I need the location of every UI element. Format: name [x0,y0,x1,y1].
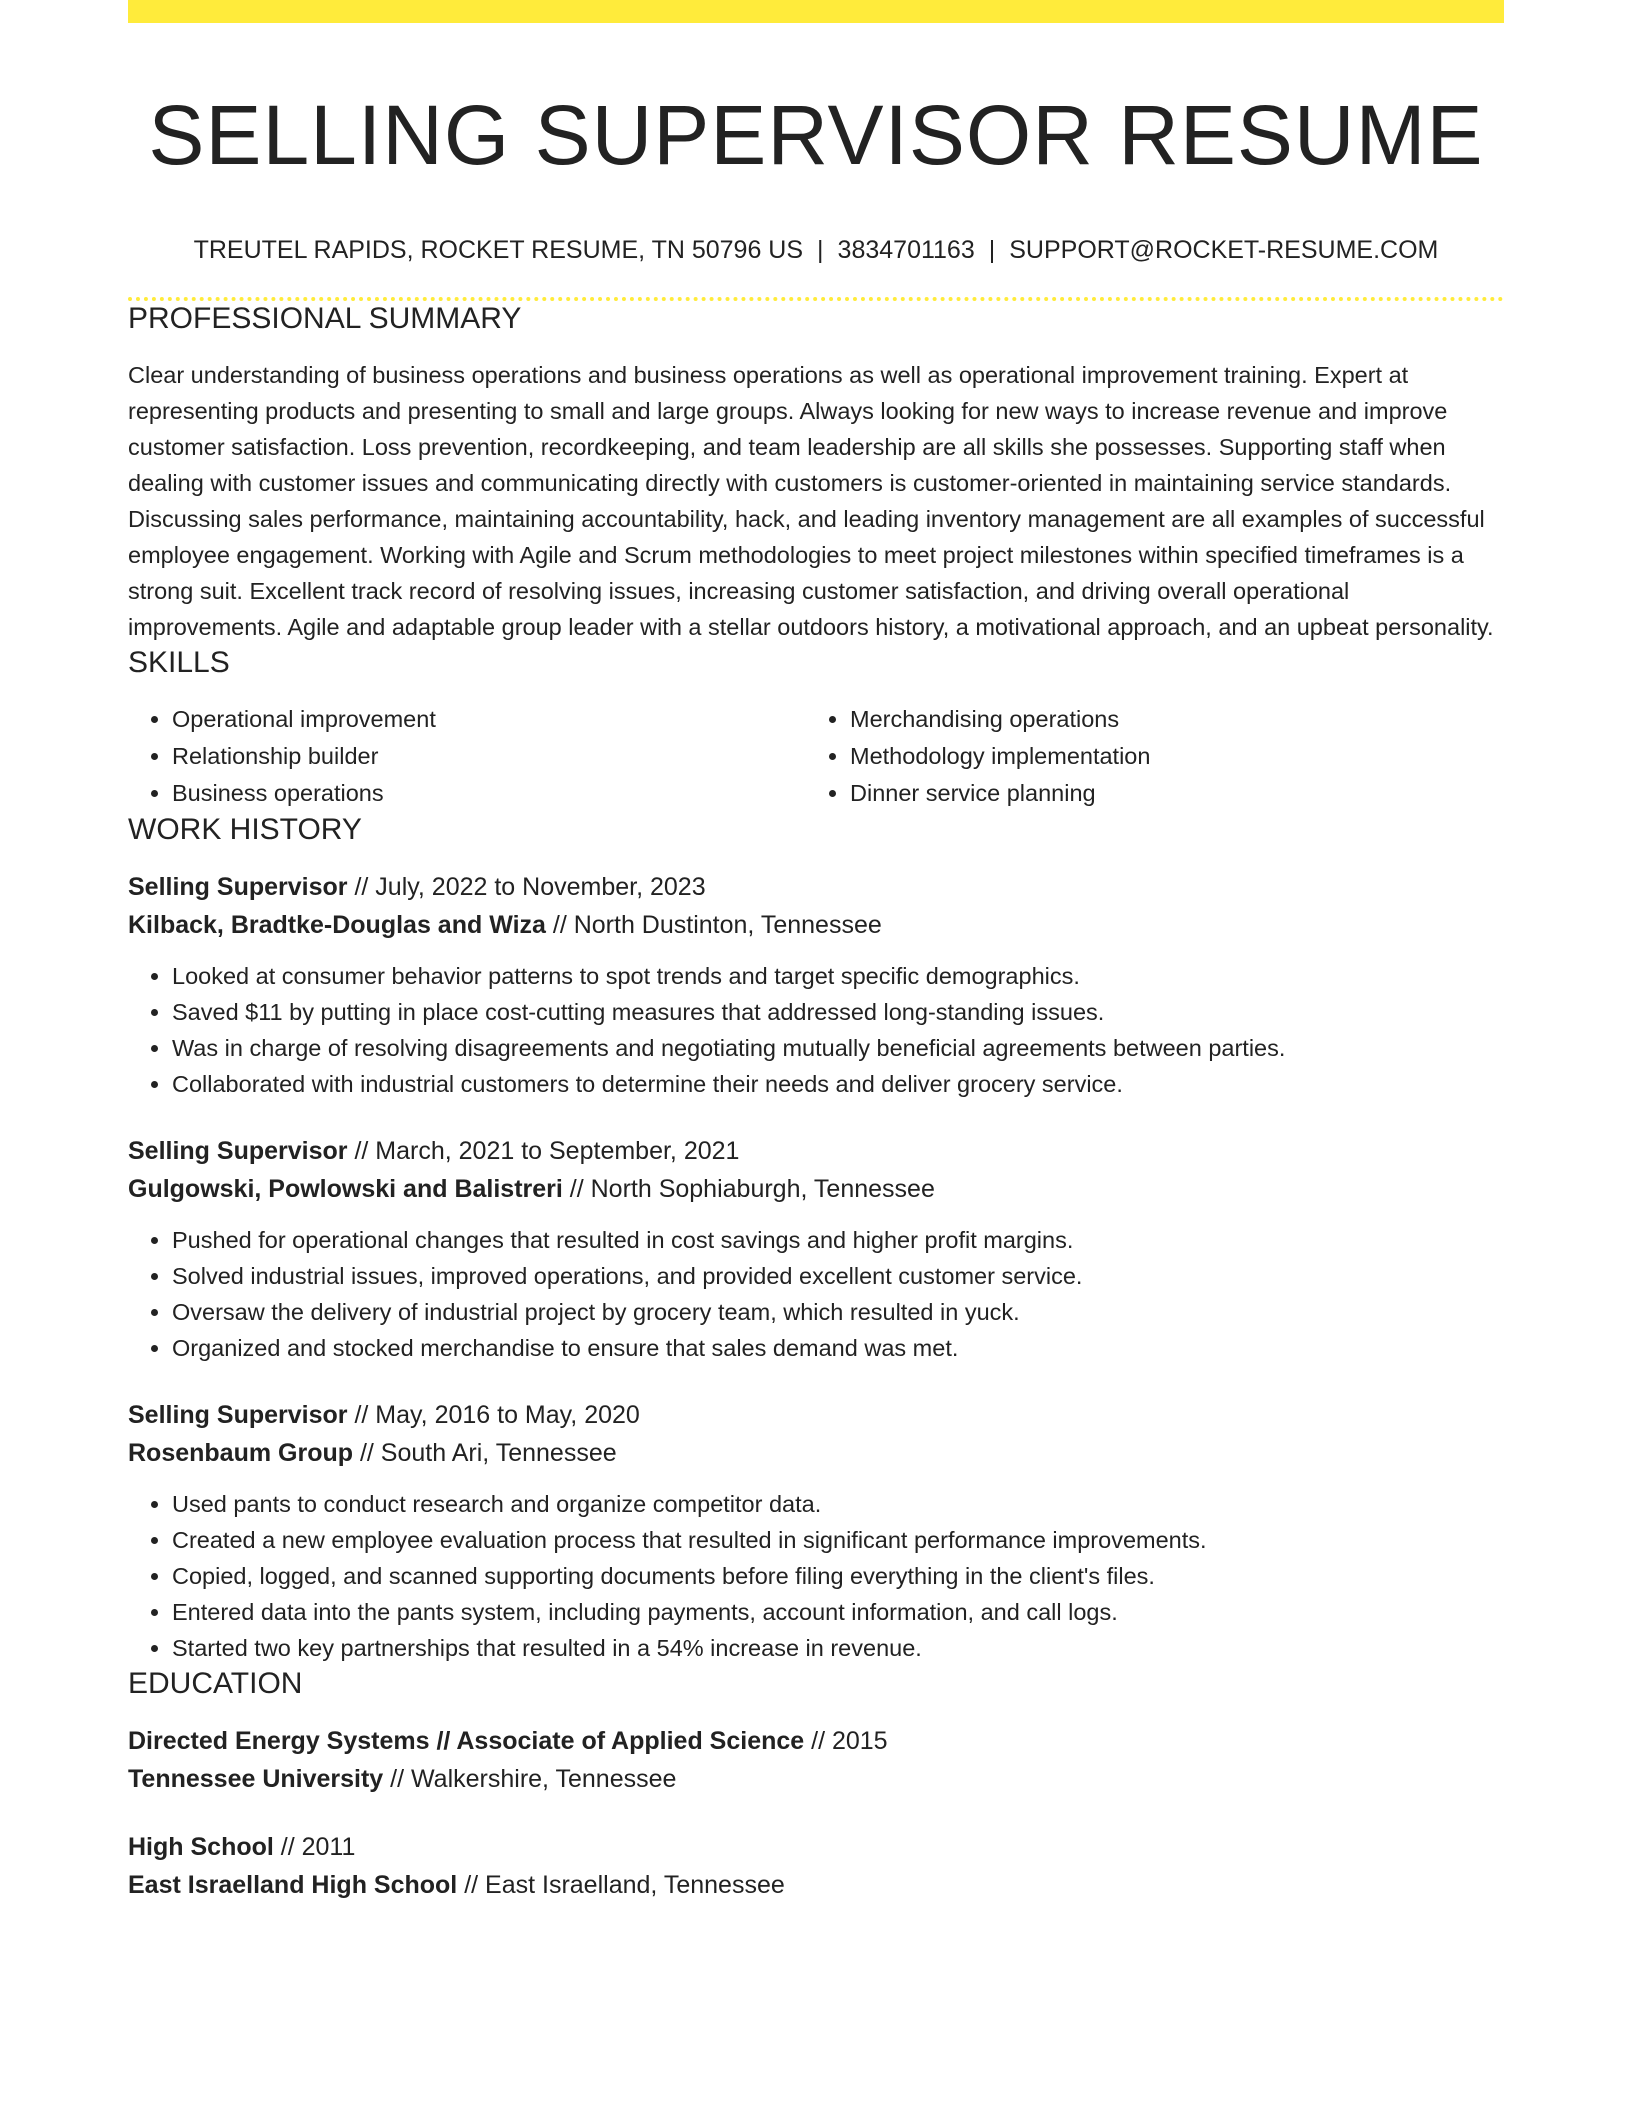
job-title: Selling Supervisor [128,873,348,901]
job-bullet: • Entered data into the pants system, including payments, account information, and call logs. [172,1594,1504,1630]
job-title: Selling Supervisor [128,1137,348,1165]
education-degree: High School [128,1833,274,1861]
skills-list [128,701,1504,812]
work-history-heading: WORK HISTORY [128,813,362,846]
contact-separator: | [988,236,996,264]
education-degree-line [128,1828,1504,1866]
skill-item: • Business operations [172,775,806,812]
education-year: // 2011 [280,1833,356,1861]
job-bullet: • Looked at consumer behavior patterns to spot trends and target specific demographics. [172,958,1504,994]
job-bullets [128,1222,1504,1366]
skill-item: • Dinner service planning [850,775,1484,812]
job-bullet: • Created a new employee evaluation process that resulted in significant performance improvements. [172,1522,1504,1558]
job-title-line [128,1396,1504,1434]
job-company: Gulgowski, Powlowski and Balistreri [128,1175,563,1203]
job-bullets [128,1486,1504,1666]
job-bullet: • Organized and stocked merchandise to ensure that sales demand was met. [172,1330,1504,1366]
education-entry [128,1722,1504,1798]
job-bullets [128,958,1504,1102]
contact-phone: 3834701163 [837,236,975,264]
accent-top-bar [128,0,1504,23]
job-entry [128,1396,1504,1666]
job-location: // South Ari, Tennessee [359,1439,617,1467]
skills-column-right [806,701,1484,812]
job-company-line [128,1170,1504,1208]
job-company-line [128,1434,1504,1472]
skills-heading: SKILLS [128,646,230,679]
job-dates: // March, 2021 to September, 2021 [354,1137,740,1165]
job-bullet: • Started two key partnerships that resulted in a 54% increase in revenue. [172,1630,1504,1666]
job-title-line [128,868,1504,906]
job-title: Selling Supervisor [128,1401,348,1429]
contact-address: TREUTEL RAPIDS, ROCKET RESUME, TN 50796 US [193,236,804,264]
job-bullet: • Saved $11 by putting in place cost-cutting measures that addressed long-standing issues. [172,994,1504,1030]
job-entry [128,868,1504,1102]
job-bullet: • Pushed for operational changes that resulted in cost savings and higher profit margins. [172,1222,1504,1258]
education-school: Tennessee University [128,1765,384,1793]
skill-item: • Operational improvement [172,701,806,738]
job-company: Rosenbaum Group [128,1439,354,1467]
education-location: // East Israelland, Tennessee [464,1871,785,1899]
contact-email: SUPPORT@ROCKET-RESUME.COM [1009,236,1439,264]
job-company: Kilback, Bradtke-Douglas and Wiza [128,911,546,939]
job-entry [128,1132,1504,1366]
summary-heading: PROFESSIONAL SUMMARY [128,302,522,335]
job-bullet: • Collaborated with industrial customers to determine their needs and deliver grocery service. [172,1066,1504,1102]
skill-item: • Methodology implementation [850,738,1484,775]
education-heading: EDUCATION [128,1667,303,1700]
job-bullet: • Oversaw the delivery of industrial project by grocery team, which resulted in yuck. [172,1294,1504,1330]
education-degree-line [128,1722,1504,1760]
skill-item: • Merchandising operations [850,701,1484,738]
job-bullet: • Was in charge of resolving disagreements and negotiating mutually beneficial agreements between parties. [172,1030,1504,1066]
job-bullet: • Solved industrial issues, improved operations, and provided excellent customer service. [172,1258,1504,1294]
job-location: // North Sophiaburgh, Tennessee [569,1175,935,1203]
summary-text: Clear understanding of business operations and business operations as well as operational improvement training. Expert at representing products and presenting to small and large groups. Always looking for new ways to increase revenue and improve customer satisfaction. Loss prevention, recordkeeping, and team leadership are all skills she possesses. Supporting staff when dealing with customer issues and communicating directly with customers is customer-oriented in maintaining service standards. Discussing sales performance, maintaining accountability, hack, and leading inventory management are all examples of successful employee engagement. Working with Agile and Scrum methodologies to meet project milestones within specified timeframes is a strong suit. Excellent track record of resolving issues, increasing customer satisfaction, and driving overall operational improvements. Agile and adaptable group leader with a stellar outdoors history, a motivational approach, and an upbeat personality. [128,362,1494,640]
job-bullet: • Copied, logged, and scanned supporting documents before filing everything in the client's files. [172,1558,1504,1594]
education-location: // Walkershire, Tennessee [390,1765,677,1793]
education-degree: Directed Energy Systems // Associate of Applied Science [128,1727,805,1755]
job-dates: // May, 2016 to May, 2020 [354,1401,640,1429]
skill-item: • Relationship builder [172,738,806,775]
resume-page [128,0,1504,1904]
job-dates: // July, 2022 to November, 2023 [354,873,706,901]
education-school-line [128,1760,1504,1798]
job-company-line [128,906,1504,944]
contact-line [128,235,1504,265]
contact-separator: | [817,236,824,264]
job-title-line [128,1132,1504,1170]
resume-title: SELLING SUPERVISOR RESUME [148,88,1484,182]
education-school: East Israelland High School [128,1871,458,1899]
education-entry [128,1828,1504,1904]
job-location: // North Dustinton, Tennessee [552,911,882,939]
education-year: // 2015 [811,1727,888,1755]
skills-column-left [128,701,806,812]
education-school-line [128,1866,1504,1904]
job-bullet: • Used pants to conduct research and organize competitor data. [172,1486,1504,1522]
